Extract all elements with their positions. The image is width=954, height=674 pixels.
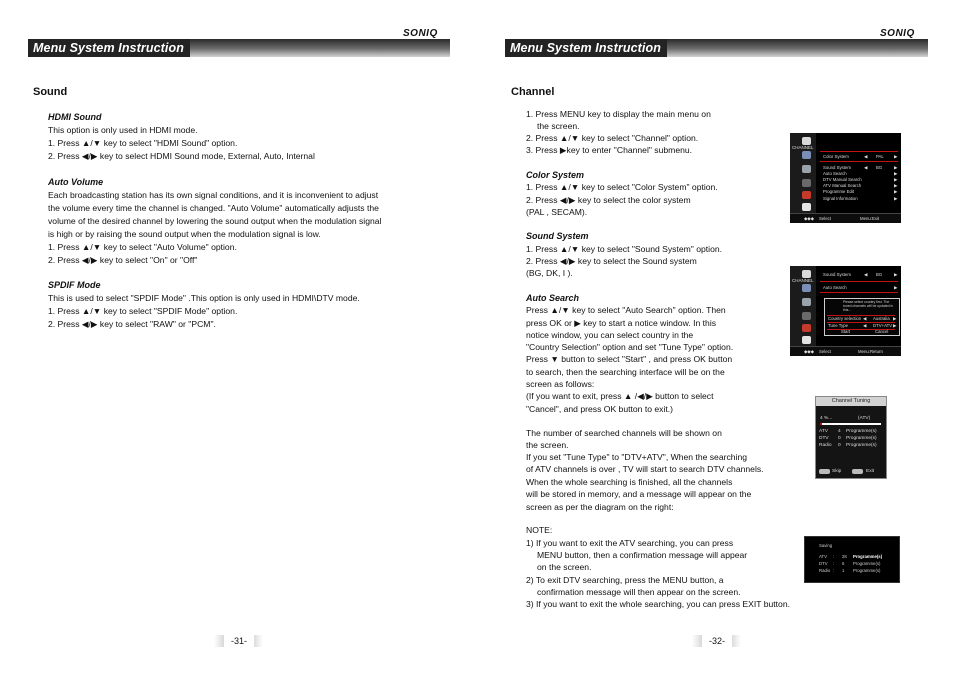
right-arrow-icon: ▶: [894, 171, 898, 176]
right-arrow-icon: ▶: [894, 285, 898, 290]
right-arrow-icon: ▶: [894, 196, 898, 201]
menu-item-dtv-manual-search: DTV Manual Search: [823, 177, 862, 182]
note-line: on the screen.: [537, 562, 592, 572]
saving-screenshot: [804, 536, 900, 583]
channel-tuning-screenshot: [815, 396, 887, 479]
right-arrow-icon: ▶: [893, 323, 897, 328]
tuning-row-label: DTV: [819, 436, 829, 441]
saving-row-label: DTV: [819, 561, 828, 566]
brand-logo: SONIQ: [403, 28, 438, 39]
menu-item-auto-search: Auto Search: [823, 171, 847, 176]
menu-footer: [790, 346, 901, 356]
saving-title: Saving: [819, 543, 833, 548]
channel-icon: [802, 203, 811, 211]
saving-row-unit: Programme(s): [853, 554, 883, 559]
footer-exit: Menu:Exit: [860, 216, 880, 221]
spdif-mode-title: SPDIF Mode: [48, 280, 101, 290]
sidebar-label: CHANNEL: [792, 145, 814, 150]
navigation-arrows-icon: ◆◆◆: [804, 216, 814, 221]
saving-row-separator: :: [833, 568, 835, 573]
menu-divider: [820, 292, 898, 293]
setup-icon: [802, 191, 811, 199]
menu-item-color-system: Color System: [823, 154, 849, 159]
color-system-line: (PAL , SECAM).: [526, 207, 588, 217]
setup-icon: [802, 324, 811, 332]
left-arrow-icon: ◀: [864, 165, 868, 170]
color-system-title: Color System: [526, 170, 585, 180]
menu-divider: [820, 281, 898, 282]
menu-item-programme-edit: Programme Edit: [823, 189, 855, 194]
country-selection-label: Country selection: [828, 316, 862, 321]
tuning-row-count: 0: [838, 436, 841, 441]
tuning-row-label: Radio: [819, 443, 832, 448]
tuning-row-unit: Programme(s): [846, 443, 877, 448]
right-arrow-icon: ▶: [894, 189, 898, 194]
hdmi-sound-line: This option is only used in HDMI mode.: [48, 125, 198, 135]
right-arrow-icon: ▶: [894, 154, 898, 159]
auto-search-line: If you set "Tune Type" to "DTV+ATV", When the searching: [526, 452, 748, 462]
footer-select: Select: [819, 349, 831, 354]
auto-volume-title: Auto Volume: [48, 177, 104, 187]
left-arrow-icon: ◀: [864, 154, 868, 159]
page-number-left: -31-: [224, 635, 254, 647]
auto-volume-line: 2. Press ◀/▶ key to select "On" or "Off": [48, 255, 198, 265]
auto-search-line: The number of searched channels will be shown on: [526, 428, 722, 438]
auto-search-line: screen as follows:: [526, 379, 595, 389]
menu-item-atv-manual-search: ATV Manual Search: [823, 183, 862, 188]
navigation-arrows-icon: ◆◆◆: [804, 349, 814, 354]
menu-item-auto-search: Auto Search: [823, 285, 847, 290]
tuning-row-unit: Programme(s): [846, 436, 877, 441]
note-title: NOTE:: [526, 525, 553, 535]
auto-search-line: the screen.: [526, 440, 569, 450]
header-title-left: Menu System Instruction: [28, 39, 190, 57]
menu-item-signal-information: Signal Information: [823, 196, 858, 201]
picture-icon: [802, 270, 811, 278]
auto-search-line: Press ▲/▼ key to select "Auto Search" option. Then: [526, 305, 726, 315]
sound-system-line: (BG, DK, I ).: [526, 268, 573, 278]
sound-system-line: 2. Press ◀/▶ key to select the Sound system: [526, 256, 697, 266]
auto-volume-line: 1. Press ▲/▼ key to select "Auto Volume" option.: [48, 242, 237, 252]
menu-sidebar: [790, 266, 816, 346]
left-arrow-icon: ◀: [863, 323, 867, 328]
cancel-button[interactable]: Cancel: [875, 329, 889, 334]
tuning-progress-bar: [820, 423, 881, 425]
auto-search-title: Auto Search: [526, 293, 580, 303]
lock-icon: [802, 312, 811, 320]
exit-key-icon: [852, 469, 863, 474]
country-selection-value: Australia: [873, 316, 890, 321]
auto-search-line: screen as per the diagram on the right:: [526, 502, 674, 512]
tuning-row-count: 4: [838, 429, 841, 434]
auto-search-line: "Country Selection" option and set "Tune Type" option.: [526, 342, 734, 352]
color-system-line: 2. Press ◀/▶ key to select the color system: [526, 195, 691, 205]
menu-divider: [820, 161, 898, 162]
channel-intro-line: the screen.: [537, 121, 580, 131]
auto-search-line: When the whole searching is finished, all the channels: [526, 477, 733, 487]
tune-type-value: DTV+ATV: [873, 323, 893, 328]
section-title-channel: Channel: [511, 86, 555, 98]
note-line: 3) If you want to exit the whole searching, you can press EXIT button.: [526, 599, 791, 609]
menu-item-value: PAL: [876, 154, 884, 159]
color-system-line: 1. Press ▲/▼ key to select "Color System" option.: [526, 182, 718, 192]
channel-tuning-title: Channel Tuning: [816, 397, 886, 406]
footer-select: Select: [819, 216, 831, 221]
saving-row-separator: :: [833, 561, 835, 566]
right-arrow-icon: ▶: [893, 316, 897, 321]
tuning-progress-fill: [820, 423, 822, 425]
sound-icon: [802, 284, 811, 292]
auto-search-line: will be stored in memory, and a message will appear on the: [526, 489, 752, 499]
picture-icon: [802, 137, 811, 145]
tuning-row-label: ATV: [819, 429, 828, 434]
footer-return: Menu:Return: [858, 349, 883, 354]
auto-volume-line: the volume every time the channel is changed. "Auto Volume" automatically adjusts the: [48, 203, 379, 213]
note-line: MENU button, then a confirmation message will appear: [537, 550, 748, 560]
saving-row-count: 6: [842, 561, 845, 566]
saving-row-count: 1: [842, 568, 845, 573]
auto-volume-line: is high or by raising the sound output when the modulation signal is low.: [48, 229, 321, 239]
spdif-mode-line: This is used to select "SPDIF Mode" .This option is only used in HDMI\DTV mode.: [48, 293, 360, 303]
menu-item-sound-system: Sound System: [823, 272, 851, 277]
start-button[interactable]: Start: [841, 329, 851, 334]
saving-row-count: 28: [842, 554, 847, 559]
auto-search-line: notice window, you can select country in the: [526, 330, 694, 340]
saving-row-unit: Programme(s): [853, 561, 881, 566]
tune-type-label: Tune Type: [828, 323, 849, 328]
sidebar-label: CHANNEL: [792, 278, 814, 283]
section-title-sound: Sound: [33, 86, 68, 98]
spdif-mode-line: 1. Press ▲/▼ key to select "SPDIF Mode" option.: [48, 306, 238, 316]
right-arrow-icon: ▶: [894, 177, 898, 182]
channel-intro-line: 3. Press ▶key to enter "Channel" submenu.: [526, 145, 693, 155]
tuning-progress-label: 4 %...: [820, 416, 833, 421]
sound-system-title: Sound System: [526, 231, 589, 241]
auto-search-line: (If you want to exit, press ▲ /◀/▶ button to select: [526, 391, 714, 401]
right-arrow-icon: ▶: [894, 272, 898, 277]
menu-item-value: BG: [876, 272, 883, 277]
right-arrow-icon: ▶: [894, 165, 898, 170]
lock-icon: [802, 179, 811, 187]
auto-volume-line: Each broadcasting station has its own signal conditions, and it is inconvenient to adjust: [48, 190, 379, 200]
left-arrow-icon: ◀: [864, 272, 868, 277]
exit-button[interactable]: Exit: [866, 469, 874, 474]
note-line: 2) To exit DTV searching, press the MENU button, a: [526, 575, 724, 585]
tuning-progress-type: (ATV): [858, 416, 871, 421]
auto-volume-line: volume of the desired channel by lowering the sound output when the modulation signal: [48, 216, 382, 226]
time-icon: [802, 165, 811, 173]
hdmi-sound-title: HDMI Sound: [48, 112, 102, 122]
auto-search-line: to search, then the searching interface will be on the: [526, 367, 725, 377]
menu-item-value: BG: [876, 165, 883, 170]
tuning-row-count: 0: [838, 443, 841, 448]
auto-search-line: "Cancel", and press OK button to exit.): [526, 404, 674, 414]
notice-dialog: [824, 298, 900, 336]
note-line: confirmation message will then appear on the screen.: [537, 587, 741, 597]
auto-search-screenshot: [790, 266, 901, 356]
hdmi-sound-line: 1. Press ▲/▼ key to select "HDMI Sound" option.: [48, 138, 238, 148]
left-arrow-icon: ◀: [863, 316, 867, 321]
channel-icon: [802, 336, 811, 344]
page-number-right: -32-: [702, 635, 732, 647]
menu-divider: [820, 151, 898, 152]
header-title-right: Menu System Instruction: [505, 39, 667, 57]
hdmi-sound-line: 2. Press ◀/▶ key to select HDMI Sound mode, External, Auto, Internal: [48, 151, 315, 161]
auto-search-line: press OK or ▶ key to start a notice window. In this: [526, 318, 717, 328]
menu-item-sound-system: Sound System: [823, 165, 851, 170]
time-icon: [802, 298, 811, 306]
sound-icon: [802, 151, 811, 159]
note-line: 1) If you want to exit the ATV searching, you can press: [526, 538, 734, 548]
skip-button[interactable]: Skip: [832, 469, 842, 474]
saving-row-label: ATV: [819, 554, 828, 559]
right-arrow-icon: ▶: [894, 183, 898, 188]
channel-intro-line: 1. Press MENU key to display the main menu on: [526, 109, 711, 119]
brand-logo: SONIQ: [880, 28, 915, 39]
notice-text: Please select country first. The tuned channels will be updated in this...: [843, 300, 894, 312]
menu-key-icon: [819, 469, 830, 474]
saving-row-unit: Programme(s): [853, 568, 881, 573]
channel-menu-screenshot: [790, 133, 901, 223]
tuning-row-unit: Programme(s): [846, 429, 877, 434]
spdif-mode-line: 2. Press ◀/▶ key to select "RAW" or "PCM".: [48, 319, 216, 329]
saving-row-separator: :: [833, 554, 835, 559]
auto-search-line: of ATV channels is over , TV will start to search DTV channels.: [526, 464, 764, 474]
menu-footer: [790, 213, 901, 223]
auto-search-line: Press ▼ button to select "Start" , and press OK button: [526, 354, 733, 364]
menu-sidebar: [790, 133, 816, 213]
saving-row-label: Radio: [819, 568, 831, 573]
sound-system-line: 1. Press ▲/▼ key to select "Sound System" option.: [526, 244, 723, 254]
channel-intro-line: 2. Press ▲/▼ key to select "Channel" option.: [526, 133, 699, 143]
